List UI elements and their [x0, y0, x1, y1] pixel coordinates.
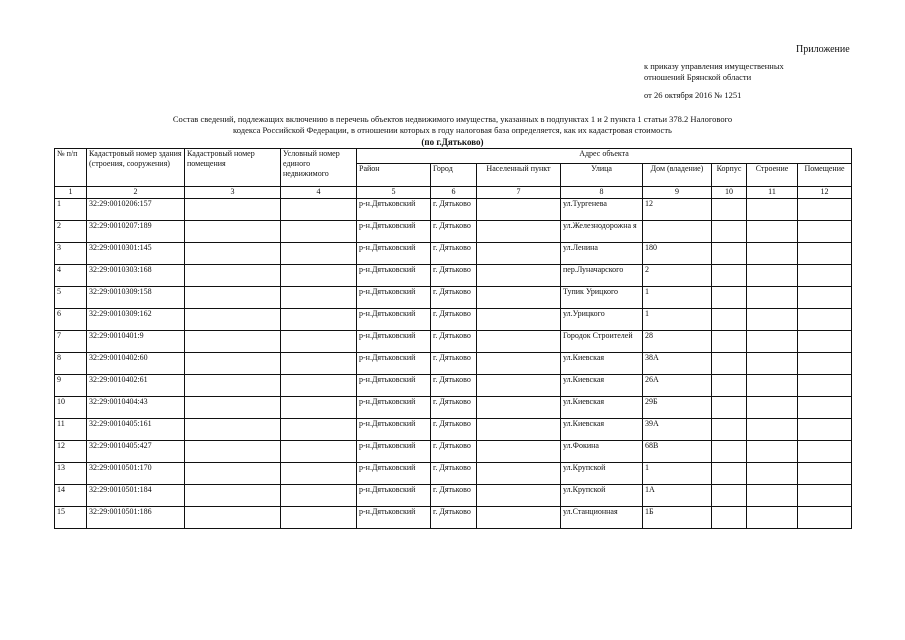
house-cell: 28	[643, 331, 712, 353]
korpus-cell	[712, 243, 747, 265]
city-cell: г. Дятьково	[431, 485, 477, 507]
district-cell: р-н.Дятьковский	[357, 265, 431, 287]
house-cell: 29Б	[643, 397, 712, 419]
conditional-number	[281, 397, 357, 419]
locality-cell	[477, 485, 561, 507]
korpus-cell	[712, 265, 747, 287]
city-cell: г. Дятьково	[431, 353, 477, 375]
premise-cell	[798, 331, 852, 353]
house-cell: 39А	[643, 419, 712, 441]
table-row	[55, 485, 852, 507]
district-cell: р-н.Дятьковский	[357, 243, 431, 265]
table-row	[55, 507, 852, 529]
building-cadastral-number: 32:29:0010303:168	[87, 265, 185, 287]
premise-cell	[798, 265, 852, 287]
district-cell: р-н.Дятьковский	[357, 375, 431, 397]
district-cell: р-н.Дятьковский	[357, 199, 431, 221]
structure-cell	[747, 243, 798, 265]
premise-cell	[798, 485, 852, 507]
house-cell: 1	[643, 287, 712, 309]
table-row	[55, 287, 852, 309]
header-row-1	[55, 149, 852, 164]
city-cell: г. Дятьково	[431, 243, 477, 265]
district-cell: р-н.Дятьковский	[357, 441, 431, 463]
korpus-cell	[712, 331, 747, 353]
column-number: 7	[477, 187, 561, 199]
col-header-premise: Помещение	[798, 164, 852, 187]
building-cadastral-number: 32:29:0010405:161	[87, 419, 185, 441]
column-number: 4	[281, 187, 357, 199]
row-number: 12	[55, 441, 87, 463]
premise-cell	[798, 243, 852, 265]
locality-cell	[477, 397, 561, 419]
structure-cell	[747, 375, 798, 397]
conditional-number	[281, 221, 357, 243]
col-header-korpus: Корпус	[712, 164, 747, 187]
korpus-cell	[712, 397, 747, 419]
premise-cell	[798, 397, 852, 419]
house-cell: 2	[643, 265, 712, 287]
building-cadastral-number: 32:29:0010207:189	[87, 221, 185, 243]
structure-cell	[747, 331, 798, 353]
document-caption-line-1: Состав сведений, подлежащих включению в перечень объектов недвижимого имущества, указанных в подпунктах 1 и 2 пункта 1 статьи 378.2 Налогового	[172, 114, 733, 124]
premise-cell	[798, 353, 852, 375]
col-header-structure: Строение	[747, 164, 798, 187]
city-cell: г. Дятьково	[431, 221, 477, 243]
column-number: 1	[55, 187, 87, 199]
city-cell: г. Дятьково	[431, 375, 477, 397]
row-number: 9	[55, 375, 87, 397]
city-cell: г. Дятьково	[431, 419, 477, 441]
column-number: 12	[798, 187, 852, 199]
locality-cell	[477, 287, 561, 309]
table-row	[55, 199, 852, 221]
table-row	[55, 309, 852, 331]
premise-cadastral-number	[185, 507, 281, 529]
district-cell: р-н.Дятьковский	[357, 463, 431, 485]
korpus-cell	[712, 485, 747, 507]
house-cell: 1А	[643, 485, 712, 507]
row-number: 8	[55, 353, 87, 375]
row-number: 11	[55, 419, 87, 441]
building-cadastral-number: 32:29:0010401:9	[87, 331, 185, 353]
street-cell: ул.Киевская	[561, 375, 643, 397]
premise-cadastral-number	[185, 331, 281, 353]
conditional-number	[281, 485, 357, 507]
premise-cadastral-number	[185, 199, 281, 221]
locality-cell	[477, 309, 561, 331]
row-number: 7	[55, 331, 87, 353]
city-cell: г. Дятьково	[431, 397, 477, 419]
conditional-number	[281, 353, 357, 375]
city-cell: г. Дятьково	[431, 463, 477, 485]
row-number: 4	[55, 265, 87, 287]
table-row	[55, 221, 852, 243]
city-cell: г. Дятьково	[431, 287, 477, 309]
structure-cell	[747, 441, 798, 463]
col-header-locality: Населенный пункт	[477, 164, 561, 187]
column-number: 11	[747, 187, 798, 199]
conditional-number	[281, 265, 357, 287]
conditional-number	[281, 331, 357, 353]
order-reference-line-2: отношений Брянской области	[644, 72, 752, 82]
korpus-cell	[712, 419, 747, 441]
house-cell: 68В	[643, 441, 712, 463]
column-number: 2	[87, 187, 185, 199]
city-cell: г. Дятьково	[431, 331, 477, 353]
building-cadastral-number: 32:29:0010402:61	[87, 375, 185, 397]
table-row	[55, 243, 852, 265]
locality-cell	[477, 199, 561, 221]
street-cell: ул.Киевская	[561, 353, 643, 375]
structure-cell	[747, 485, 798, 507]
structure-cell	[747, 199, 798, 221]
row-number: 13	[55, 463, 87, 485]
locality-cell	[477, 507, 561, 529]
street-cell: ул.Крупской	[561, 463, 643, 485]
building-cadastral-number: 32:29:0010309:162	[87, 309, 185, 331]
premise-cadastral-number	[185, 309, 281, 331]
house-cell	[643, 221, 712, 243]
korpus-cell	[712, 507, 747, 529]
locality-cell	[477, 441, 561, 463]
premise-cell	[798, 375, 852, 397]
col-header-city: Город	[431, 164, 477, 187]
korpus-cell	[712, 353, 747, 375]
house-cell: 1	[643, 463, 712, 485]
building-cadastral-number: 32:29:0010309:158	[87, 287, 185, 309]
row-number: 15	[55, 507, 87, 529]
street-cell: ул.Урицкого	[561, 309, 643, 331]
conditional-number	[281, 375, 357, 397]
column-number: 8	[561, 187, 643, 199]
city-cell: г. Дятьково	[431, 441, 477, 463]
order-date-number: от 26 октября 2016 № 1251	[644, 90, 742, 100]
conditional-number	[281, 507, 357, 529]
house-cell: 1	[643, 309, 712, 331]
structure-cell	[747, 419, 798, 441]
korpus-cell	[712, 199, 747, 221]
premise-cadastral-number	[185, 485, 281, 507]
conditional-number	[281, 287, 357, 309]
street-cell: пер.Луначарского	[561, 265, 643, 287]
premise-cell	[798, 463, 852, 485]
conditional-number	[281, 309, 357, 331]
korpus-cell	[712, 309, 747, 331]
col-header-num: № п/п	[55, 149, 87, 187]
col-header-street: Улица	[561, 164, 643, 187]
house-cell: 12	[643, 199, 712, 221]
premise-cadastral-number	[185, 287, 281, 309]
district-cell: р-н.Дятьковский	[357, 485, 431, 507]
row-number: 3	[55, 243, 87, 265]
premise-cadastral-number	[185, 353, 281, 375]
row-number: 5	[55, 287, 87, 309]
street-cell: ул.Станционная	[561, 507, 643, 529]
row-number: 10	[55, 397, 87, 419]
structure-cell	[747, 397, 798, 419]
district-cell: р-н.Дятьковский	[357, 309, 431, 331]
district-cell: р-н.Дятьковский	[357, 331, 431, 353]
table-row	[55, 265, 852, 287]
house-cell: 1Б	[643, 507, 712, 529]
col-header-district: Район	[357, 164, 431, 187]
locality-cell	[477, 353, 561, 375]
premise-cell	[798, 441, 852, 463]
row-number: 14	[55, 485, 87, 507]
column-number: 9	[643, 187, 712, 199]
building-cadastral-number: 32:29:0010301:145	[87, 243, 185, 265]
col-header-premise-cadastral: Кадастровый номер помещения	[185, 149, 281, 187]
city-cell: г. Дятьково	[431, 309, 477, 331]
col-header-house: Дом (владение)	[643, 164, 712, 187]
structure-cell	[747, 287, 798, 309]
table-row	[55, 331, 852, 353]
order-reference-line-1: к приказу управления имущественных	[644, 61, 784, 71]
property-register-table	[54, 148, 852, 529]
building-cadastral-number: 32:29:0010404:43	[87, 397, 185, 419]
district-cell: р-н.Дятьковский	[357, 353, 431, 375]
locality-cell	[477, 463, 561, 485]
column-number: 5	[357, 187, 431, 199]
table-row	[55, 463, 852, 485]
row-number: 1	[55, 199, 87, 221]
appendix-title: Приложение	[796, 44, 850, 55]
street-cell: ул.Киевская	[561, 419, 643, 441]
city-cell: г. Дятьково	[431, 265, 477, 287]
street-cell: ул.Киевская	[561, 397, 643, 419]
locality-cell	[477, 375, 561, 397]
building-cadastral-number: 32:29:0010206:157	[87, 199, 185, 221]
premise-cell	[798, 199, 852, 221]
structure-cell	[747, 265, 798, 287]
premise-cadastral-number	[185, 375, 281, 397]
table-row	[55, 397, 852, 419]
document-caption-city: (по г.Дятьково)	[421, 137, 484, 147]
district-cell: р-н.Дятьковский	[357, 221, 431, 243]
structure-cell	[747, 507, 798, 529]
row-number: 2	[55, 221, 87, 243]
premise-cell	[798, 287, 852, 309]
column-number-row	[55, 187, 852, 199]
premise-cadastral-number	[185, 221, 281, 243]
col-header-address: Адрес объекта	[357, 149, 852, 164]
building-cadastral-number: 32:29:0010501:186	[87, 507, 185, 529]
korpus-cell	[712, 463, 747, 485]
premise-cadastral-number	[185, 397, 281, 419]
district-cell: р-н.Дятьковский	[357, 507, 431, 529]
street-cell: ул.Тургенева	[561, 199, 643, 221]
district-cell: р-н.Дятьковский	[357, 419, 431, 441]
building-cadastral-number: 32:29:0010501:184	[87, 485, 185, 507]
col-header-building-cadastral: Кадастровый номер здания (строения, сооружения)	[87, 149, 185, 187]
conditional-number	[281, 419, 357, 441]
building-cadastral-number: 32:29:0010405:427	[87, 441, 185, 463]
column-number: 6	[431, 187, 477, 199]
house-cell: 26А	[643, 375, 712, 397]
column-number: 3	[185, 187, 281, 199]
structure-cell	[747, 463, 798, 485]
street-cell: Тупик Урицкого	[561, 287, 643, 309]
col-header-conditional-number: Условный номер единого недвижимого	[281, 149, 357, 187]
district-cell: р-н.Дятьковский	[357, 287, 431, 309]
conditional-number	[281, 463, 357, 485]
premise-cadastral-number	[185, 463, 281, 485]
korpus-cell	[712, 221, 747, 243]
premise-cell	[798, 221, 852, 243]
district-cell: р-н.Дятьковский	[357, 397, 431, 419]
korpus-cell	[712, 287, 747, 309]
column-number: 10	[712, 187, 747, 199]
premise-cadastral-number	[185, 419, 281, 441]
premise-cadastral-number	[185, 265, 281, 287]
conditional-number	[281, 441, 357, 463]
structure-cell	[747, 309, 798, 331]
street-cell: ул.Ленина	[561, 243, 643, 265]
document-caption-line-2: кодекса Российской Федерации, в отношении которых в году налоговая база определяется, как их кадастровая стоимость	[233, 125, 672, 135]
street-cell: ул.Крупской	[561, 485, 643, 507]
table-row	[55, 441, 852, 463]
korpus-cell	[712, 441, 747, 463]
house-cell: 180	[643, 243, 712, 265]
locality-cell	[477, 243, 561, 265]
premise-cell	[798, 309, 852, 331]
table-row	[55, 419, 852, 441]
row-number: 6	[55, 309, 87, 331]
street-cell: ул.Фокина	[561, 441, 643, 463]
street-cell: ул.Железнодорожна я	[561, 221, 643, 243]
premise-cadastral-number	[185, 243, 281, 265]
street-cell: Городок Строителей	[561, 331, 643, 353]
locality-cell	[477, 331, 561, 353]
premise-cell	[798, 419, 852, 441]
table-row	[55, 353, 852, 375]
premise-cell	[798, 507, 852, 529]
building-cadastral-number: 32:29:0010501:170	[87, 463, 185, 485]
locality-cell	[477, 221, 561, 243]
locality-cell	[477, 265, 561, 287]
premise-cadastral-number	[185, 441, 281, 463]
building-cadastral-number: 32:29:0010402:60	[87, 353, 185, 375]
conditional-number	[281, 199, 357, 221]
korpus-cell	[712, 375, 747, 397]
locality-cell	[477, 419, 561, 441]
conditional-number	[281, 243, 357, 265]
house-cell: 38А	[643, 353, 712, 375]
table-row	[55, 375, 852, 397]
city-cell: г. Дятьково	[431, 199, 477, 221]
structure-cell	[747, 221, 798, 243]
city-cell: г. Дятьково	[431, 507, 477, 529]
structure-cell	[747, 353, 798, 375]
